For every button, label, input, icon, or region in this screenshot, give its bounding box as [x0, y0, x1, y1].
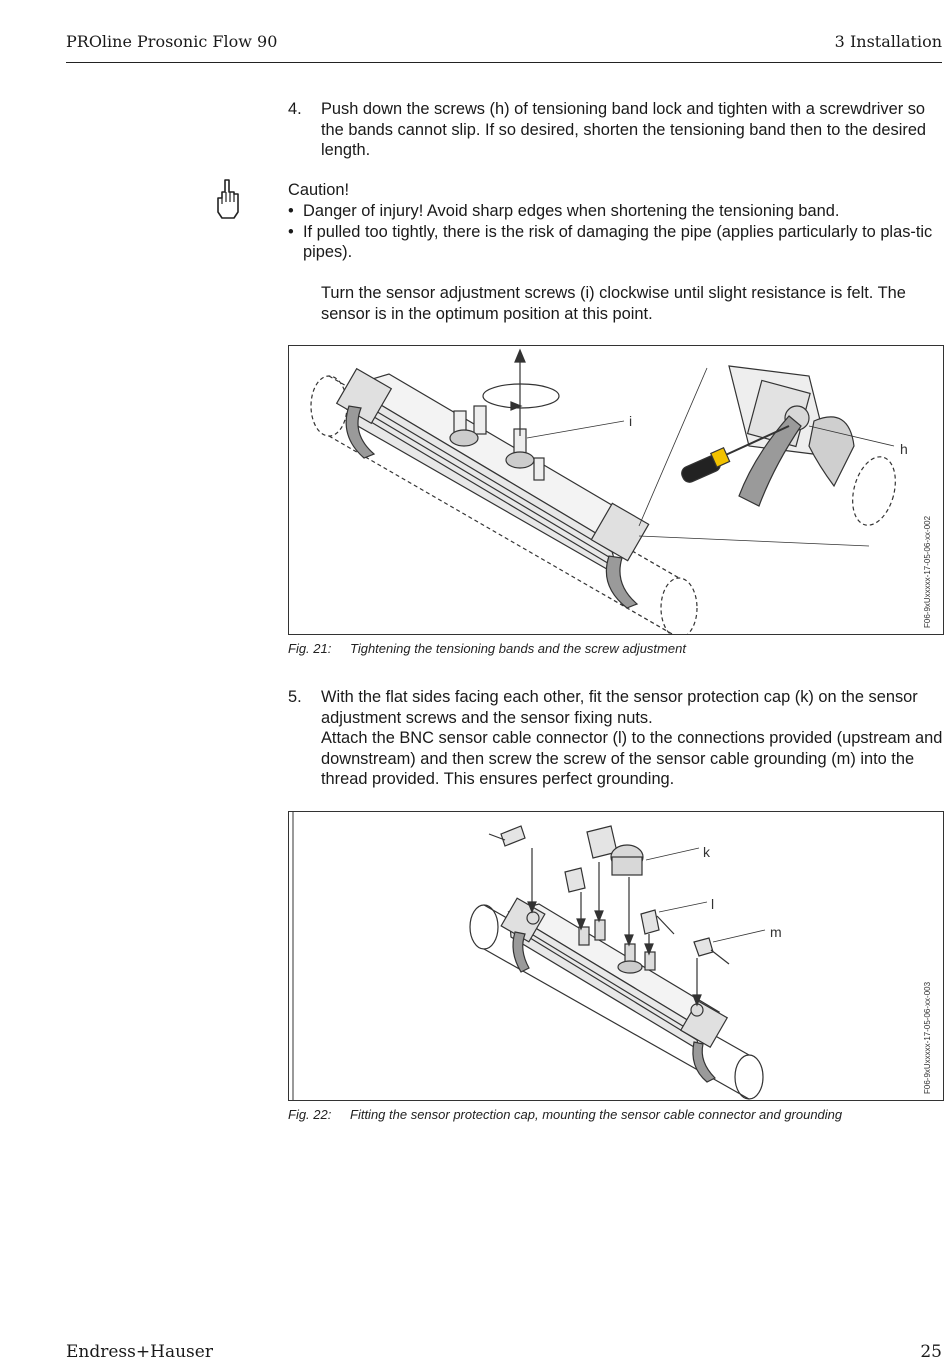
- sensor-instruction: Turn the sensor adjustment screws (i) clockwise until slight resistance is felt. The sensor is in the optimum position at this point.: [321, 284, 906, 323]
- figure-21-caption: [288, 641, 686, 656]
- chapter-title: 3 Installation: [834, 32, 942, 51]
- page-header: [66, 30, 942, 63]
- caution-title: Caution!: [288, 181, 350, 199]
- figure-21-label: Fig. 21:: [288, 641, 332, 656]
- callout-i: i: [629, 413, 633, 429]
- step-text: Push down the screws (h) of tensioning band lock and tighten with a screwdriver so the bands cannot slip. If so desired, shorten the tensioning band then to the desired length.: [321, 100, 927, 159]
- callout-h: h: [900, 441, 908, 457]
- callout-k: k: [703, 844, 710, 860]
- figure-22: [288, 811, 944, 1101]
- caution-bullet: • Danger of injury! Avoid sharp edges when shortening the tensioning band.: [288, 202, 840, 220]
- brand-name: Endress+Hauser: [66, 1342, 213, 1362]
- figure-22-label: Fig. 22:: [288, 1107, 332, 1122]
- figure-21-caption-text: Tightening the tensioning bands and the screw adjustment: [350, 641, 686, 656]
- step-4: [288, 99, 944, 163]
- figure-21-code: F06-9xUxxxxx-17-05-06-xx-002: [923, 515, 932, 628]
- pointing-hand-icon: [212, 178, 242, 220]
- caution-bullet: • If pulled too tightly, there is the risk of damaging the pipe (applies particularly to plas-tic pipes).: [288, 222, 933, 261]
- figure-21: [288, 345, 944, 635]
- figure-22-caption: [288, 1107, 842, 1122]
- callout-l: l: [711, 896, 715, 912]
- sensor-cap-illustration: [289, 812, 943, 1100]
- figure-22-code: F06-9xUxxxxx-17-05-06-xx-003: [923, 981, 932, 1094]
- caution-list: [288, 201, 944, 263]
- sensor-tensioning-illustration: [289, 346, 943, 634]
- callout-m: m: [770, 924, 782, 940]
- step-text: With the flat sides facing each other, fit the sensor protection cap (k) on the sensor adjustment screws and the sensor fixing nuts.: [321, 688, 918, 727]
- page-number: 25: [920, 1342, 942, 1362]
- step-number: 4.: [288, 100, 302, 118]
- step-5: [288, 687, 944, 792]
- step-number: 5.: [288, 688, 302, 706]
- document-title: PROline Prosonic Flow 90: [66, 32, 278, 51]
- step-text: Attach the BNC sensor cable connector (l) to the connections provided (upstream and downstream) and then screw the screw of the sensor cable grounding (m) into the thread provided. This ensures perfect grounding.: [321, 729, 943, 788]
- figure-22-caption-text: Fitting the sensor protection cap, mounting the sensor cable connector and grounding: [350, 1107, 843, 1122]
